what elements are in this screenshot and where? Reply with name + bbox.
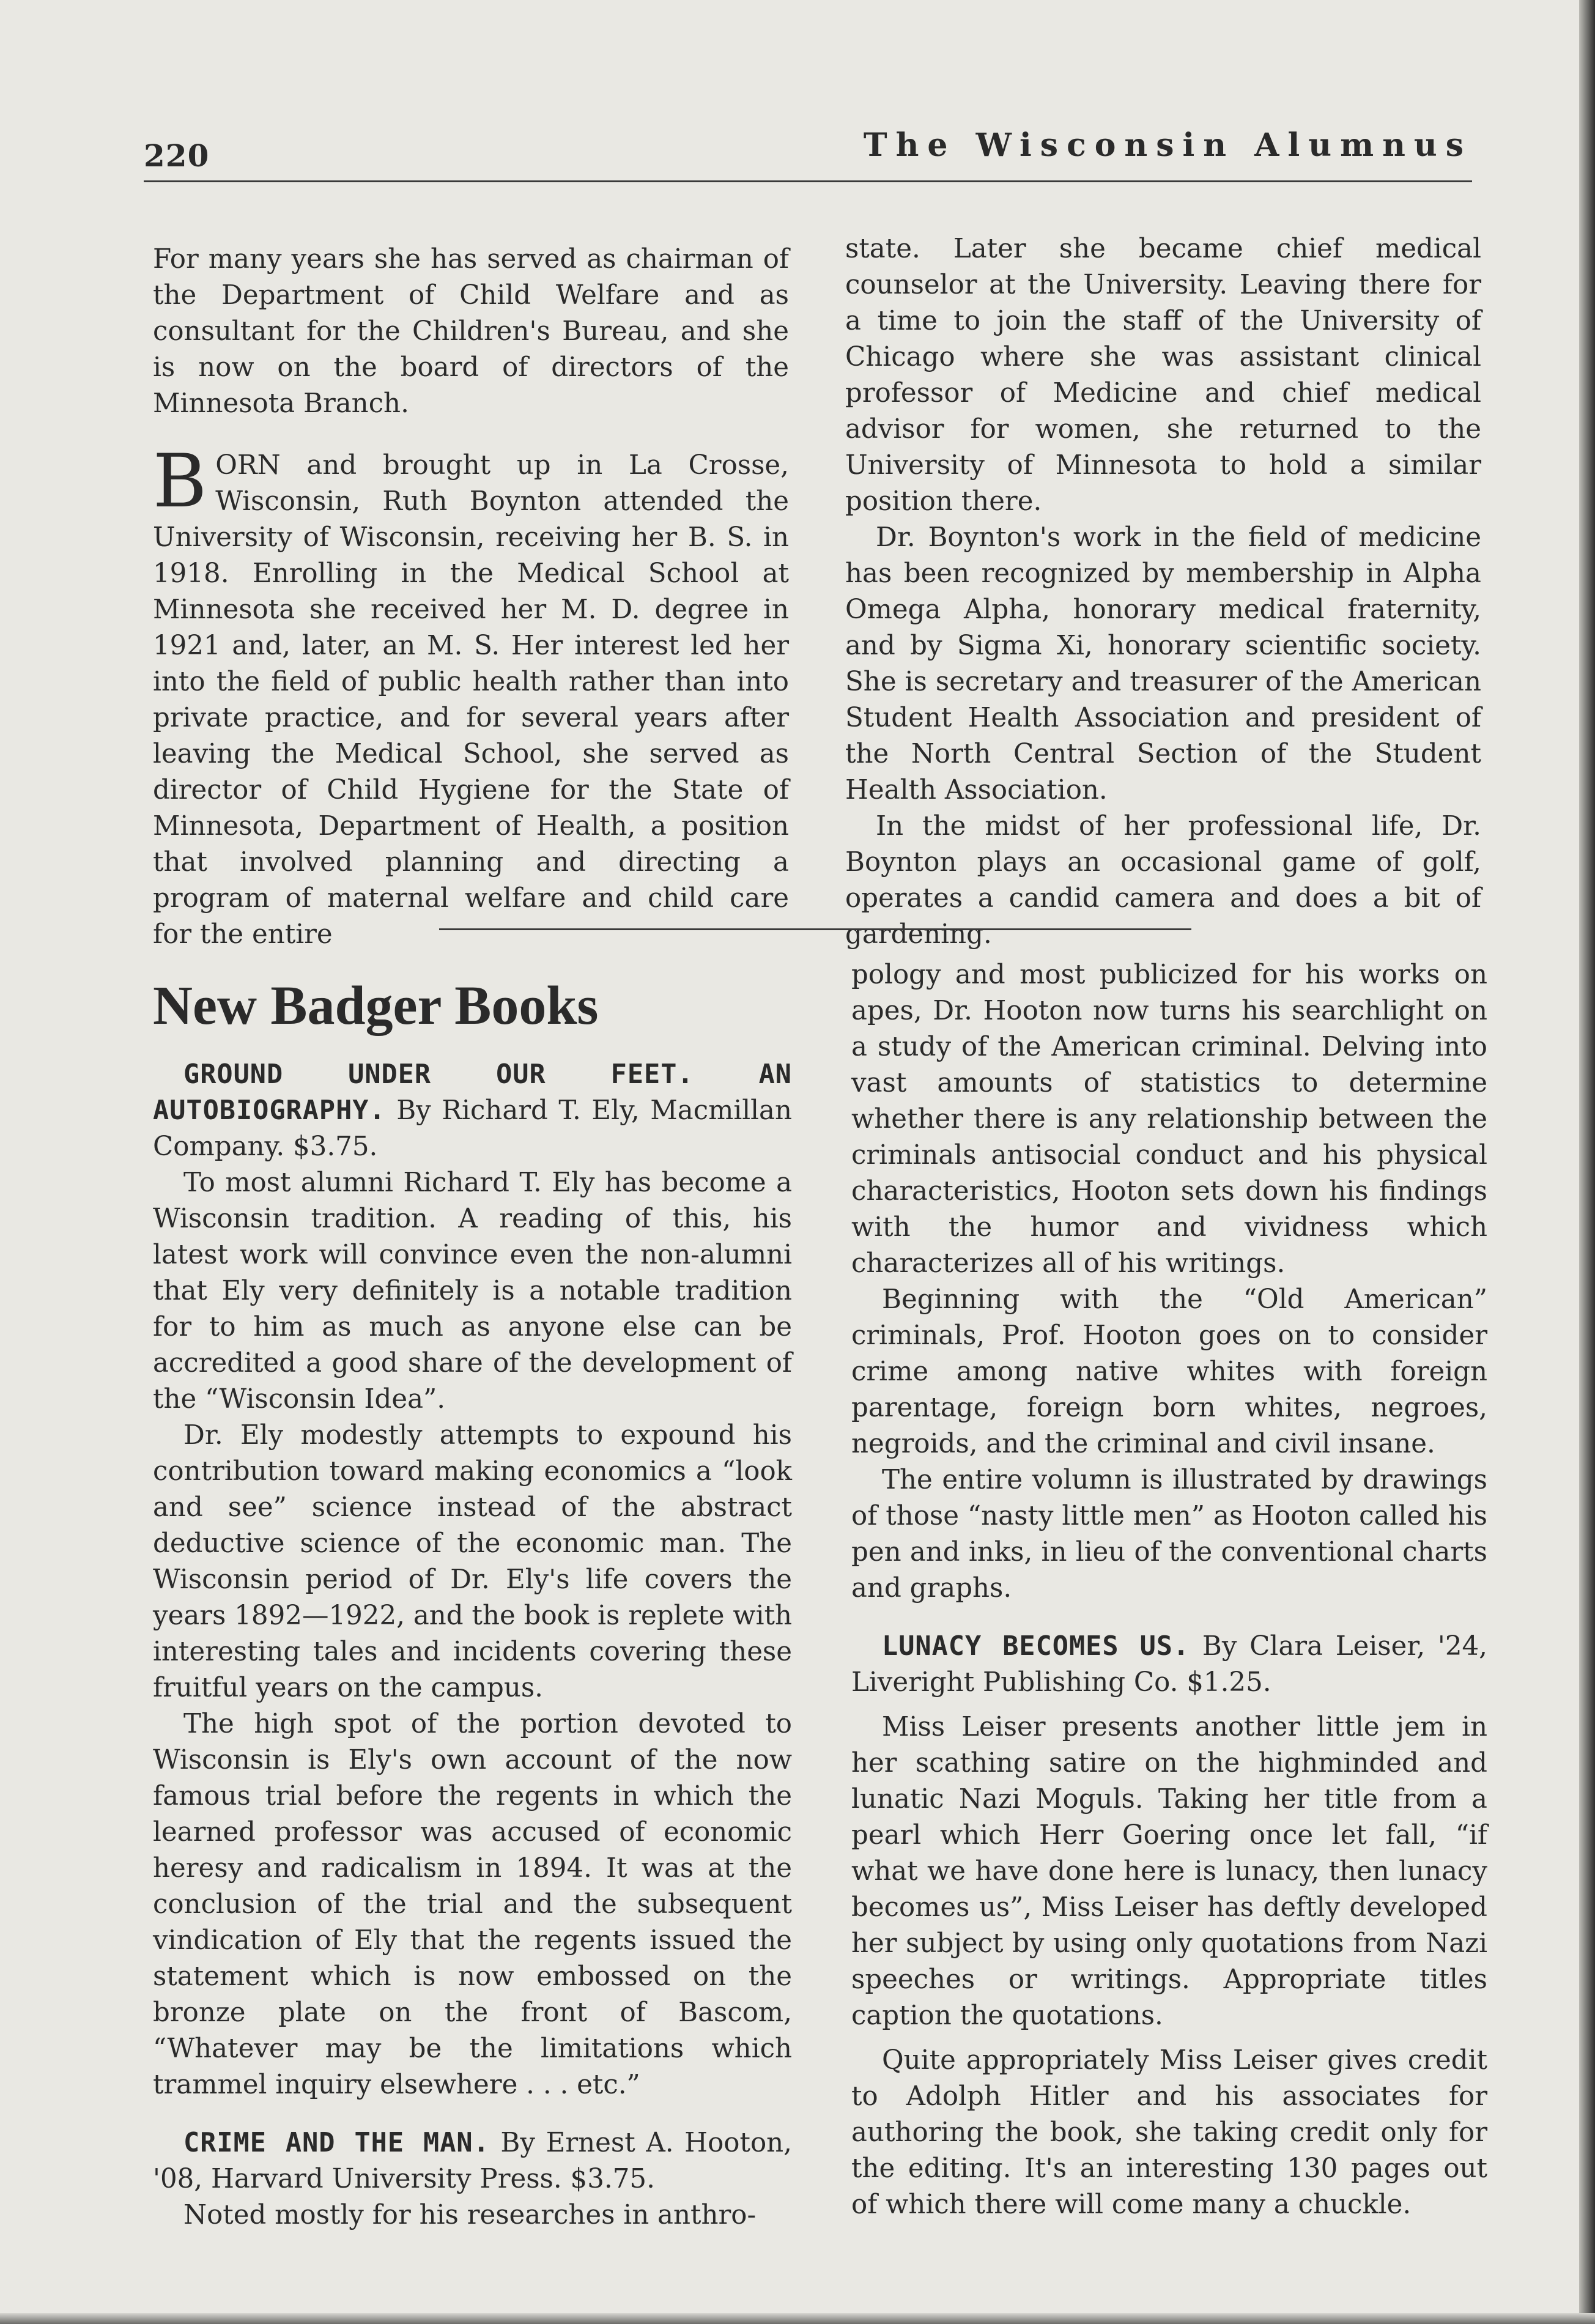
paragraph: Dr. Ely modestly attempts to expound his contribution toward making economics a “look and see” science instead of the abstract deductive science of the economic man. The Wisconsin period of Dr. Ely's life covers the years 1892—1922, and the book is replete with interesting tales and incidents covering these fruitful years on the campus. (153, 1420, 792, 1703)
paragraph: Miss Leiser presents another little jem in her scathing satire on the highminded and lunatic Nazi Moguls. Taking her title from a pearl which Herr Goering once let fall, “if what we have done here is lunacy, then lunacy becomes us”, Miss Leiser has deftly developed her subject by using only quotations from Nazi speeches or writings. Appropriate titles caption the quotations. (851, 1712, 1487, 2031)
paragraph: Beginning with the “Old American” criminals, Prof. Hooton goes on to consider crime among native whites with foreign parentage, foreign born whites, negroes, negroids, and the criminal and civil insane. (851, 1284, 1487, 1459)
section-title: New Badger Books (153, 975, 599, 1036)
paragraph: The high spot of the portion devoted to Wisconsin is Ely's own account of the now famous trial before the regents in which the learned professor was accused of economic heresy and radicalism in 1894. It was at the conclusion of the trial and the subsequent vindication of Ely that the regents issued the statement which is now embossed on the bronze plate on the front of Bascom, “Whatever may be the limitations which trammel inquiry elsewhere . . . etc.” (153, 1709, 792, 2100)
magazine-title: The Wisconsin Alumnus (863, 127, 1472, 164)
book-heading (153, 2125, 792, 2197)
paragraph-text: ORN and brought up in La Crosse, Wisconsin, Ruth Boynton attended the University of Wisconsin, receiving her B. S. in 1918. Enrolling in the Medical School at Minnesota she received her M. D. degree in 1921 and, later, an M. S. Her interest led her into the field of public health rather than into private practice, and for several years after leaving the Medical School, she served as director of Child Hygiene for the State of Minnesota, Department of Health, a position that involved planning and directing a program of maternal welfare and child care for the entire (153, 450, 789, 950)
book-title: LUNACY BECOMES US. (882, 1631, 1190, 1662)
paragraph: state. Later she became chief medical counselor at the University. Leaving there for a time to join the staff of the University of Chicago where she was assistant clinical professor of Medicine and chief medical advisor for women, she returned to the University of Minnesota to hold a similar position there. (845, 234, 1481, 517)
drop-cap: B (153, 439, 207, 524)
book-heading (851, 1629, 1487, 1701)
book-info: By Clara Leiser, '24, Liveright Publishing Co. $1.25. (851, 1631, 1488, 1698)
page-bottom-edge (0, 2313, 1595, 2324)
paragraph: pology and most publicized for his works on apes, Dr. Hooton now turns his searchlight on a study of the American criminal. Delving into vast amounts of statistics to determine whether there is any relationship between the criminals antisocial conduct and his physical characteristics, Hooton sets down his findings with the humor and vividness which characterizes all of his writings. (851, 960, 1487, 1279)
column-top-right (845, 231, 1481, 953)
paragraph: For many years she has served as chairman of the Department of Child Welfare and as consultant for the Children's Bureau, and she is now on the board of directors of the Minnesota Branch. (153, 244, 789, 419)
paragraph: Noted mostly for his researches in anthro- (183, 2200, 757, 2230)
book-title: CRIME AND THE MAN. (183, 2128, 490, 2158)
page-edge-shadow (1579, 0, 1595, 2324)
book-heading (153, 1057, 792, 1165)
paragraph: Quite appropriately Miss Leiser gives credit to Adolph Hitler and his associates for authoring the book, she taking credit only for the editing. It's an interesting 130 pages out of which there will come many a chuckle. (851, 2045, 1487, 2220)
paragraph: Dr. Boynton's work in the field of medicine has been recognized by membership in Alpha Omega Alpha, honorary medical fraternity, and by Sigma Xi, honorary scientific society. She is secretary and treasurer of the American Student Health Association and president of the North Central Section of the Student Health Association. (845, 522, 1481, 805)
column-top-left (153, 242, 789, 953)
column-bottom-right (851, 957, 1487, 2223)
book-info: By Ernest A. Hooton, '08, Harvard University Press. $3.75. (153, 2128, 793, 2194)
page-number: 220 (144, 138, 210, 174)
paragraph-with-dropcap (153, 439, 789, 953)
paragraph: The entire volumn is illustrated by drawings of those “nasty little men” as Hooton called his pen and inks, in lieu of the conventional charts and graphs. (851, 1465, 1487, 1604)
paragraph: To most alumni Richard T. Ely has become a Wisconsin tradition. A reading of this, his latest work will convince even the non-alumni that Ely very definitely is a notable tradition for to him as much as anyone else can be accredited a good share of the development of the “Wisconsin Idea”. (153, 1168, 792, 1415)
section-divider (439, 928, 1191, 930)
column-bottom-left (153, 972, 792, 2233)
book-title: GROUND UNDER OUR FEET. AN AUTOBIOGRAPHY. (153, 1059, 792, 1126)
paragraph: In the midst of her professional life, Dr. Boynton plays an occasional game of golf, operates a candid camera and does a bit of gardening. (845, 811, 1481, 950)
book-info: By Richard T. Ely, Macmillan Company. $3.75. (153, 1095, 793, 1162)
page-header (144, 119, 1472, 182)
